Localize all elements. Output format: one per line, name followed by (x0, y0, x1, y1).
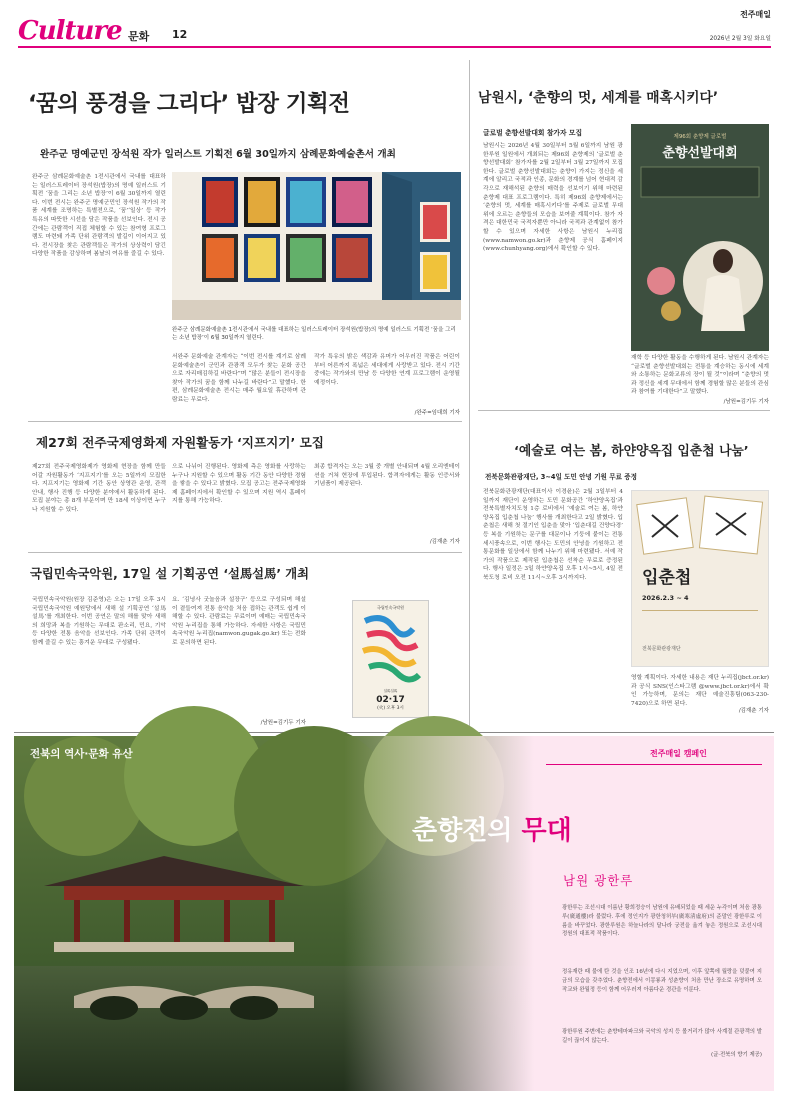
seolma-poster (352, 600, 429, 718)
article2-col3: 최종 합격자는 오는 3월 중 개별 안내되며 4월 오리엔테이션을 거쳐 현장에 투입된다. 합격자에게는 활동 인증서와 기념품이 제공된다. (314, 464, 460, 488)
bottom-feature (14, 736, 774, 1091)
campaign-rule (546, 764, 762, 765)
gallery-illustration (172, 172, 461, 320)
feature-credit: (글·전북의 향기 제공) (710, 1052, 762, 1058)
article1-byline: /완주=임대희 기자 (414, 410, 460, 416)
article1-subhead: 완주군 명예군민 장석원 작가 일러스트 기획전 6월 30일까지 삼례문화예술촌서 개최 (40, 149, 396, 160)
ipchun-poster-art (632, 491, 770, 561)
poster-organizer: 국립민속국악원 (376, 605, 405, 610)
right2-headline: ‘예술로 여는 봄, 하얀양옥집 입춘첩 나눔’ (514, 444, 749, 459)
gallery-photo (172, 172, 461, 320)
page-number: 12 (172, 28, 188, 41)
chunhyang-poster-art (631, 161, 769, 351)
article1-col2: 서완주 문화예술 관계자는 “이번 전시를 계기로 삼례문화예술촌이 군민과 관광객 모두가 찾는 문화 공간으로 자리매김하길 바란다”며 “많은 분들이 전시장을 찾아 작가의 꿈을 함께 나누길 바란다”고 말했다. 한편, 삼례문화예술촌 전시는 매주 월요일 휴관하며 관람료는 무료다. (172, 354, 306, 403)
poster-calligraphy (353, 611, 430, 685)
right1-subhead: 글로벌 춘향선발대회 참가자 모집 (483, 129, 583, 137)
article3-byline: /남원=김기두 기자 (260, 720, 306, 726)
right2-col2: 영할 계획이다. 자세한 내용은 재단 누리집(jbct.or.kr)과 공식 SNS(인스타그램 @www.jbct.or.kr)에서 확인 가능하며, 문의는 재단 예술진흥팀(063-230-7420)으로 하면 된다. (631, 675, 769, 707)
feature-title-a: 춘향전의 (412, 816, 522, 846)
article1-col3: 작가 특유의 밝은 색감과 유머가 어우러진 작품은 어린이부터 어른까지 폭넓은 세대에게 사랑받고 있다. 전시 기간 중에는 작가와의 만남 등 다양한 연계 프로그램이 운영될 예정이다. (314, 354, 460, 386)
poster-title: 설馬설馬 (383, 689, 398, 693)
right2-col1: 전북문화관광재단(대표이사 이경윤)은 2월 3일부터 4일까지 재단이 운영하는 도민 문화공간 ‘하얀양옥집’과 전북특별자치도청 1층 로비에서 ‘예술로 여는 봄, 하얀양옥집 입춘첩 나눔’ 행사를 개최한다고 2일 밝혔다. 입춘첩은 새해 첫 절기인 입춘을 맞아 ‘입춘대길 건양다경’ 등 복을 기원하는 문구를 대문이나 기둥에 붙이는 전통 세시풍속으로, 이번 행사는 도민의 안녕을 기원하고 전통문화를 일상에서 함께 나누기 위해 마련됐다. 서예 작가의 작품으로 제작된 입춘첩은 선착순 무료로 증정된다. 행사 일정은 3일 하얀양옥집 오후 1시~5시, 4일 전북도청 로비 오전 11시~오후 3시까지다. (483, 489, 623, 581)
campaign-label: 전주매일 캠페인 (650, 749, 707, 758)
article2-rule (28, 552, 462, 553)
article1-headline: ‘꿈의 풍경을 그리다’ 밥장 기획전 (28, 91, 350, 117)
column-divider (469, 60, 470, 732)
ipchun-poster-org: 전북문화관광재단 (642, 646, 681, 652)
article2-col1: 제27회 전주국제영화제가 영화제 현장을 함께 만들어갈 자원활동가 ‘지프지기’를 오는 5일까지 모집한다. 지프지기는 영화제 기간 동안 상영관 운영, 관객 안내, 행사 진행 등 다양한 분야에서 활동하게 된다. 모집 분야는 총 8개 부문이며 만 18세 이상이면 누구나 지원할 수 있다. (32, 464, 166, 513)
right1-headline: 남원시, ‘춘향의 멋, 세계를 매혹시키다’ (478, 90, 719, 106)
issue-date: 2026년 2월 3일 화요일 (709, 36, 771, 42)
poster-time: (火) 오후 3시 (377, 706, 404, 711)
article3-col2: 요. ‘김녕사 굿놀음과 설장구’ 등으로 구성되며 해설이 곁들여져 전통 음악을 처음 접하는 관객도 쉽게 이해할 수 있다. 관람료는 무료이며 예매는 국립민속국악원 누리집을 통해 가능하다. 자세한 사항은 국립민속국악원 누리집(namwon.gugak.go.kr) 또는 전화로 문의하면 된다. (172, 597, 306, 646)
feature-title (412, 810, 572, 847)
article2-byline: /김재춘 기자 (429, 539, 460, 545)
right2-byline: /김재춘 기자 (738, 708, 769, 714)
article3-headline: 국립민속국악원, 17일 설 기획공연 ‘설馬설馬’ 개최 (30, 567, 310, 581)
right1-byline: /남원=김기두 기자 (723, 399, 769, 405)
chunhyang-poster (631, 124, 769, 351)
article1-col1: 완주군 삼례문화예술촌 1전시관에서 국내를 대표하는 일러스트레이터 장석원(밥장)의 명예 일러스트 기획전 ‘꿈을 그리는 소년 밥장’이 6월 30일까지 열린다. 이번 전시는 완주군 명예군민인 장석원 작가의 작품 세계를 조명하는 특별전으로, ‘꿈’‘일상’ 등 작가 특유의 따뜻한 시선을 담은 작품을 선보인다. 전시 공간에는 관람객이 직접 체험할 수 있는 참여형 프로그램도 마련돼 가족 단위 관람객의 발길이 이어지고 있다. 전시장을 찾은 관람객들은 작가의 상상력이 담긴 다양한 작품을 감상하며 봄날의 여유를 즐길 수 있다. (32, 174, 166, 258)
feature-para2: 정유재란 때 불에 탄 것을 인조 16년에 다시 지었으며, 이후 앞쪽에 월랑을 덧붙여 지금의 모습을 갖추었다. 춘향전에서 이몽룡과 성춘향이 처음 만난 장소로 유명하며 오작교와 완월정 등이 함께 어우러져 아름다운 경관을 이룬다. (562, 969, 762, 993)
section-name: 문화 (128, 30, 150, 43)
ipchun-poster-rule (642, 610, 758, 611)
ipchun-poster-title: 입춘첩 (642, 568, 692, 588)
poster-date: 02·17 (376, 695, 405, 705)
gallery-caption: 완주군 삼례문화예술촌 1전시관에서 국내를 대표하는 일러스트레이터 장석원(밥장)의 명예 일러스트 기획전 ‘꿈을 그리는 소년 밥장’이 6월 30일까지 열린다. (172, 327, 456, 341)
feature-place: 남원 광한루 (563, 873, 634, 888)
feature-para3: 광한루원 주변에는 춘향테마파크와 국악의 성지 등 볼거리가 많아 사계절 관광객의 발길이 끊이지 않는다. (562, 1029, 762, 1044)
header-rule (18, 46, 771, 48)
paper-name: 전주매일 (740, 10, 771, 19)
right1-col2: 재학 등 다양한 활동을 수행하게 된다. 남원시 관계자는 “글로벌 춘향선발대회는 전통을 계승하는 동시에 세계와 소통하는 문화교류의 장이 될 것”이라며 “춘향의 멋과 정신을 세계 무대에서 함께 경험할 많은 분들의 관심과 참여를 기대한다”고 말했다. (631, 355, 769, 396)
chunhyang-poster-sub: 제96회 춘향제 글로벌 (673, 134, 727, 140)
ipchun-poster-date: 2026.2.3 ~ 4 (642, 594, 689, 602)
right1-col1: 남원시는 2026년 4월 30일부터 5월 6일까지 남원 광한루원 일원에서 개최되는 제96회 춘향제의 ‘글로벌 춘향선발대회’ 참가자를 2월 2일부터 3월 27일까지 모집한다. 글로벌 춘향선발대회는 춘향이 가지는 정신을 세계에 알리고 국적과 인종, 문화의 경계를 넘어 현대적 감각으로 재해석된 춘향의 매력을 선보이기 위해 마련된 춘향제 대표 프로그램이다. 특히 제96회 춘향제에서는 ‘춘향의 멋, 세계를 매혹시키다’를 주제로 글로벌 무대 위에 오르는 춘향들의 모습을 보여줄 계획이다. 참가 자격은 대한민국 국적자뿐만 아니라 국적과 관계없이 참가할 수 있으며 자세한 사항은 남원시 누리집(www.namwon.go.kr)과 춘향제 공식 홈페이지(www.chunhyang.org)에서 확인할 수 있다. (483, 143, 623, 253)
article2-headline: 제27회 전주국제영화제 자원활동가 ‘지프지기’ 모집 (36, 435, 324, 450)
chunhyang-poster-title: 춘향선발대회 (662, 146, 738, 161)
ipchun-poster (631, 490, 769, 667)
right2-subhead: 전북문화관광재단, 3~4일 도민 안녕 기원 무료 증정 (485, 473, 637, 481)
heritage-label: 전북의 역사·문화 유산 (30, 748, 133, 760)
feature-para1: 광한루는 조선시대 이름난 황희정승이 남원에 유배되었을 때 세운 누각이며 처음 광통루(廣通樓)라 불렀다. 후에 정인지가 광한청허부(廣寒淸虛府)의 준말인 광한루로 이름을 바꾸었다. 광한루원은 하늘나라의 달나라 궁전을 옮겨 놓은 정원으로 조선시대 정원의 대표적 작품이다. (562, 905, 762, 938)
right1-rule (478, 410, 770, 411)
article2-col2: 으로 나뉘어 진행된다. 영화제 측은 영화를 사랑하는 누구나 지원할 수 있으며 활동 기간 동안 다양한 경험을 쌓을 수 있다고 밝혔다. 모집 공고는 전주국제영화제 홈페이지에서 확인할 수 있으며 지원 역시 홈페이지를 통해 가능하다. (172, 464, 306, 505)
article1-rule (28, 421, 462, 422)
feature-title-b: 무대 (521, 816, 572, 846)
article3-col1: 국립민속국악원(원장 김준영)은 오는 17일 오후 3시 국립민속국악원 예원당에서 새해 설 기획공연 ‘설馬설馬’를 개최한다. 이번 공연은 말의 해를 맞아 새해의 희망과 복을 기원하는 무대로 판소리, 민요, 기악 등 다양한 전통 음악을 선보인다. 가족 단위 관객이 함께 즐길 수 있는 흥겨운 무대로 구성됐다. (32, 597, 166, 646)
culture-logo: Culture (18, 16, 122, 46)
